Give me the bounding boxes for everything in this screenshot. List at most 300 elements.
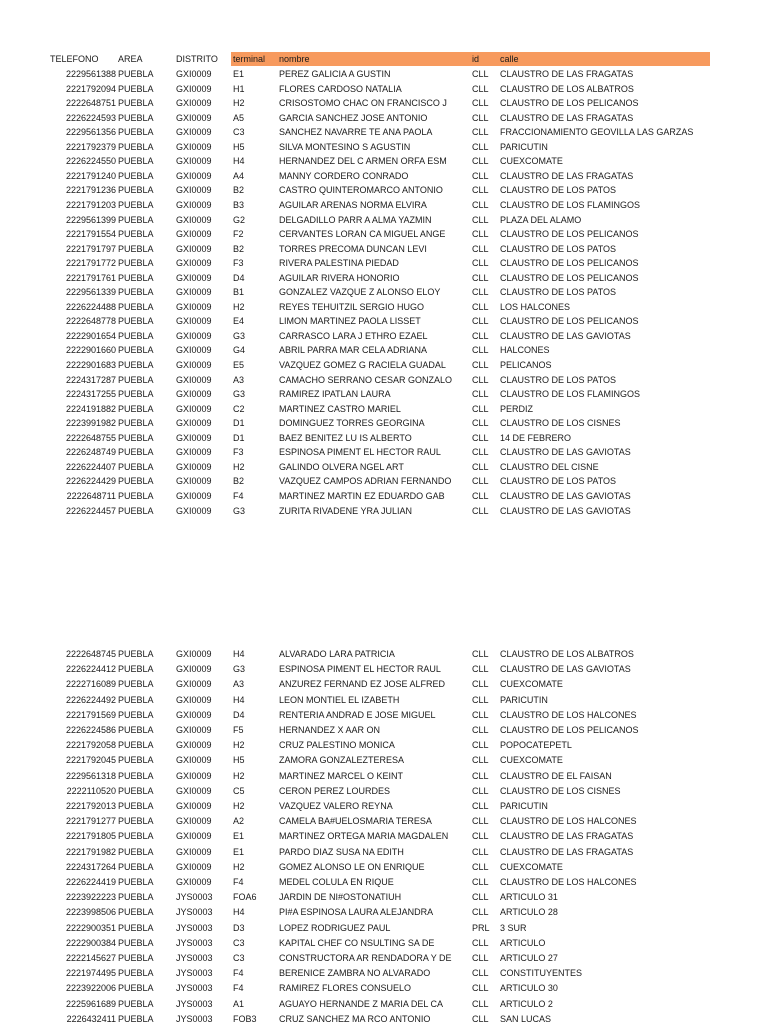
nombre-cell: CAMACHO SERRANO CESAR GONZALO [279,374,453,385]
distrito-cell: GXI0009 [176,801,212,811]
area-cell: PUEBLA [118,258,154,269]
id-cell: CLL [472,272,489,283]
area-cell: PUEBLA [118,694,154,705]
id-cell: CLL [472,816,489,827]
distrito-cell: GXI0009 [176,461,212,472]
nombre-cell: ZURITA RIVADENE YRA JULIAN [279,505,413,516]
calle-cell: CLAUSTRO DE LOS HALCONES [500,816,637,827]
nombre-cell: MARTINEZ ORTEGA MARIA MAGDALEN [279,831,449,842]
nombre-cell: LIMON MARTINEZ PAOLA LISSET [279,316,421,327]
nombre-cell: CAMELA BA#UELOSMARIA TERESA [279,816,432,827]
distrito-cell: JYS0003 [176,983,213,994]
table-row [0,183,768,197]
nombre-cell: CRUZ PALESTINO MONICA [279,740,395,751]
calle-cell: PARICUTIN [500,141,548,152]
area-cell: PUEBLA [118,907,154,918]
distrito-cell: GXI0009 [176,301,212,312]
id-cell: CLL [472,156,489,167]
table-row [0,693,768,707]
area-cell: PUEBLA [118,831,154,842]
terminal-cell: E1 [233,69,245,79]
id-cell: CLL [472,801,489,811]
area-cell: PUEBLA [118,229,154,240]
telefono-cell: 2226224419 [65,877,116,887]
id-cell: CLL [472,98,489,109]
telefono-cell: 2226224429 [65,476,116,487]
telefono-cell: 2226224550 [65,156,116,167]
nombre-cell: HERNANDEZ DEL C ARMEN ORFA ESM [279,156,447,167]
table-row [0,769,768,783]
calle-cell: ARTICULO 2 [500,998,553,1009]
nombre-cell: MARTINEZ MARTIN EZ EDUARDO GAB [279,490,445,501]
distrito-cell: GXI0009 [176,432,212,443]
terminal-cell: D4 [233,709,245,720]
table-row [0,82,768,96]
distrito-cell: JYS0003 [176,968,213,979]
distrito-cell: GXI0009 [176,69,212,79]
telefono-cell: 2222716089 [65,679,116,690]
area-cell: PUEBLA [118,937,154,948]
nombre-cell: ESPINOSA PIMENT EL HECTOR RAUL [279,447,441,458]
id-cell: CLL [472,892,489,903]
table-row [0,814,768,828]
distrito-cell: GXI0009 [176,316,212,327]
distrito-cell: GXI0009 [176,112,212,123]
terminal-cell: A2 [233,816,245,827]
telefono-cell: 2221791277 [65,816,116,827]
telefono-cell: 2226224457 [65,505,116,516]
area-cell: PUEBLA [118,272,154,283]
table-row [0,460,768,474]
id-cell: CLL [472,345,489,356]
table-row [0,358,768,372]
area-cell: PUEBLA [118,709,154,720]
distrito-cell: GXI0009 [176,770,212,781]
area-cell: PUEBLA [118,432,154,443]
id-cell: CLL [472,418,489,429]
calle-cell: CUEXCOMATE [500,861,563,872]
distrito-cell: GXI0009 [176,505,212,516]
terminal-cell: E1 [233,846,245,857]
calle-cell: CLAUSTRO DE LAS GAVIOTAS [500,490,631,501]
nombre-cell: MARTINEZ CASTRO MARIEL [279,403,401,414]
telefono-cell: 2226224488 [65,301,116,312]
calle-cell: CUEXCOMATE [500,679,563,690]
terminal-cell: H2 [233,461,245,472]
telefono-cell: 2222145627 [65,953,116,963]
telefono-cell: 2221791805 [65,831,116,842]
id-cell: CLL [472,476,489,487]
area-cell: PUEBLA [118,785,154,796]
nombre-cell: ANZUREZ FERNAND EZ JOSE ALFRED [279,679,446,690]
table-row [0,708,768,722]
distrito-cell: JYS0003 [176,1013,213,1024]
area-cell: PUEBLA [118,316,154,327]
terminal-cell: A1 [233,998,245,1009]
table-row [0,738,768,752]
terminal-cell: F3 [233,258,244,269]
id-cell: CLL [472,69,489,79]
area-cell: PUEBLA [118,983,154,994]
terminal-cell: A5 [233,112,245,123]
calle-cell: PELICANOS [500,360,552,370]
telefono-cell: 2223922223 [65,892,116,903]
calle-cell: PARICUTIN [500,694,548,705]
nombre-cell: RIVERA PALESTINA PIEDAD [279,258,399,269]
area-cell: PUEBLA [118,360,154,370]
terminal-cell: D1 [233,418,245,429]
calle-cell: CLAUSTRO DE LOS PATOS [500,185,617,196]
table-row [0,373,768,387]
distrito-cell: GXI0009 [176,98,212,109]
distrito-cell: GXI0009 [176,490,212,501]
nombre-cell: HERNANDEZ X AAR ON [279,725,381,735]
table-row [0,198,768,212]
table-row [0,677,768,691]
table-row [0,169,768,183]
calle-cell: ARTICULO [500,937,546,948]
area-cell: PUEBLA [118,770,154,781]
distrito-cell: GXI0009 [176,243,212,254]
terminal-cell: A4 [233,170,245,181]
id-cell: CLL [472,937,489,948]
calle-cell: CLAUSTRO DE LOS PELICANOS [500,98,639,109]
calle-cell: PLAZA DEL ALAMO [500,214,582,225]
area-cell: PUEBLA [118,98,154,109]
id-cell: CLL [472,649,489,659]
area-cell: PUEBLA [118,1013,154,1024]
nombre-cell: FLORES CARDOSO NATALIA [279,83,402,94]
telefono-cell: 2222901683 [65,360,116,370]
terminal-cell: H5 [233,141,245,152]
distrito-cell: GXI0009 [176,816,212,827]
terminal-cell: H2 [233,770,245,781]
id-cell: CLL [472,214,489,225]
nombre-cell: JARDIN DE NI#OSTONATIUH [279,892,402,903]
table-row [0,951,768,965]
id-cell: CLL [472,360,489,370]
area-cell: PUEBLA [118,490,154,501]
telefono-cell: 2229561388 [65,69,116,79]
calle-cell: CLAUSTRO DE LOS PATOS [500,243,617,254]
calle-cell: CLAUSTRO DE LOS PELICANOS [500,272,639,283]
calle-cell: CONSTITUYENTES [500,968,583,979]
terminal-cell: C3 [233,937,245,948]
terminal-cell: H2 [233,740,245,751]
nombre-cell: PARDO DIAZ SUSA NA EDITH [279,846,404,857]
id-cell: CLL [472,861,489,872]
telefono-cell: 2229561318 [65,770,116,781]
id-cell: CLL [472,389,489,400]
telefono-cell: 2221974495 [65,968,116,979]
id-cell: CLL [472,877,489,887]
telefono-cell: 2221792045 [65,755,116,766]
area-cell: PUEBLA [118,156,154,167]
telefono-cell: 2222648711 [66,490,116,501]
telefono-cell: 2229561339 [65,287,116,298]
telefono-cell: 2223991982 [65,418,116,429]
nombre-cell: RAMIREZ FLORES CONSUELO [279,983,412,994]
area-cell: PUEBLA [118,287,154,298]
terminal-cell: FOB3 [233,1013,257,1024]
calle-cell: SAN LUCAS [500,1013,552,1024]
terminal-cell: H2 [233,98,245,109]
distrito-cell: GXI0009 [176,389,212,400]
distrito-cell: GXI0009 [176,127,212,138]
telefono-cell: 2221791240 [65,170,116,181]
terminal-cell: H4 [233,907,245,918]
terminal-cell: C2 [233,403,245,414]
id-cell: CLL [472,141,489,152]
nombre-cell: DELGADILLO PARR A ALMA YAZMIN [279,214,432,225]
calle-cell: POPOCATEPETL [500,740,572,751]
table-row [0,845,768,859]
area-cell: PUEBLA [118,418,154,429]
nombre-cell: PEREZ GALICIA A GUSTIN [279,69,391,79]
id-cell: CLL [472,229,489,240]
calle-cell: 14 DE FEBRERO [500,432,572,443]
terminal-cell: B1 [233,287,245,298]
terminal-cell: G2 [233,214,246,225]
nombre-cell: ESPINOSA PIMENT EL HECTOR RAUL [279,664,441,675]
terminal-cell: D1 [233,432,245,443]
area-cell: PUEBLA [118,861,154,872]
telefono-cell: 2222648745 [65,649,116,659]
id-cell: CLL [472,679,489,690]
telefono-cell: 2226224407 [65,461,116,472]
nombre-cell: CASTRO QUINTEROMARCO ANTONIO [279,185,443,196]
area-cell: PUEBLA [118,83,154,94]
telefono-cell: 2222110520 [66,785,116,796]
area-cell: PUEBLA [118,461,154,472]
table-row [0,140,768,154]
id-cell: CLL [472,432,489,443]
table-row [0,997,768,1011]
distrito-cell: GXI0009 [176,846,212,857]
calle-cell: FRACCIONAMIENTO GEOVILLA LAS GARZAS [500,127,694,138]
header-distrito: DISTRITO [176,54,218,64]
id-cell: CLL [472,953,489,963]
terminal-cell: B2 [233,243,245,254]
distrito-cell: GXI0009 [176,229,212,240]
terminal-cell: G3 [233,330,246,341]
telefono-cell: 2224191882 [65,403,116,414]
table-row [0,489,768,503]
distrito-cell: GXI0009 [176,170,212,181]
id-cell: CLL [472,447,489,458]
calle-cell: ARTICULO 27 [500,953,558,963]
calle-cell: CLAUSTRO DE LAS GAVIOTAS [500,664,631,675]
nombre-cell: CERVANTES LORAN CA MIGUEL ANGE [279,229,446,240]
distrito-cell: GXI0009 [176,709,212,720]
distrito-cell: GXI0009 [176,740,212,751]
telefono-cell: 2226224593 [65,112,116,123]
table-row [0,860,768,874]
distrito-cell: JYS0003 [176,892,213,903]
terminal-cell: G3 [233,389,246,400]
area-cell: PUEBLA [118,476,154,487]
terminal-cell: C3 [233,953,245,963]
calle-cell: CLAUSTRO DE LOS PELICANOS [500,229,639,240]
table-row [0,285,768,299]
nombre-cell: KAPITAL CHEF CO NSULTING SA DE [279,937,435,948]
distrito-cell: JYS0003 [176,937,213,948]
table-row [0,416,768,430]
table-row [0,67,768,81]
nombre-cell: VAZQUEZ GOMEZ G RACIELA GUADAL [279,360,446,370]
calle-cell: CLAUSTRO DEL CISNE [500,461,599,472]
telefono-cell: 2222648755 [65,432,116,443]
telefono-cell: 2221791203 [65,199,116,210]
telefono-cell: 2222900351 [65,922,116,933]
id-cell: CLL [472,709,489,720]
table-row [0,111,768,125]
table-row [0,445,768,459]
terminal-cell: B2 [233,185,245,196]
id-cell: CLL [472,301,489,312]
distrito-cell: GXI0009 [176,877,212,887]
distrito-cell: GXI0009 [176,785,212,796]
nombre-cell: RENTERIA ANDRAD E JOSE MIGUEL [279,709,436,720]
telefono-cell: 2221792013 [65,801,116,811]
calle-cell: CUEXCOMATE [500,755,563,766]
id-cell: CLL [472,403,489,414]
terminal-cell: C5 [233,785,245,796]
id-cell: CLL [472,785,489,796]
distrito-cell: GXI0009 [176,214,212,225]
distrito-cell: GXI0009 [176,199,212,210]
area-cell: PUEBLA [118,199,154,210]
terminal-cell: F4 [233,983,244,994]
terminal-cell: A3 [233,679,245,690]
area-cell: PUEBLA [118,447,154,458]
id-cell: CLL [472,740,489,751]
area-cell: PUEBLA [118,374,154,385]
terminal-cell: FOA6 [233,892,257,903]
area-cell: PUEBLA [118,740,154,751]
calle-cell: CLAUSTRO DE EL FAISAN [500,770,612,781]
area-cell: PUEBLA [118,998,154,1009]
nombre-cell: VAZQUEZ VALERO REYNA [279,801,393,811]
id-cell: CLL [472,998,489,1009]
terminal-cell: D3 [233,922,245,933]
telefono-cell: 2221791982 [65,846,116,857]
table-row [0,981,768,995]
area-cell: PUEBLA [118,185,154,196]
table-row [0,921,768,935]
terminal-cell: B2 [233,476,245,487]
calle-cell: HALCONES [500,345,550,356]
distrito-cell: JYS0003 [176,922,213,933]
table-row [0,753,768,767]
telefono-cell: 2223998506 [65,907,116,918]
header-telefono: TELEFONO [50,54,99,64]
calle-cell: LOS HALCONES [500,301,571,312]
terminal-cell: F4 [233,968,244,979]
area-cell: PUEBLA [118,127,154,138]
calle-cell: CLAUSTRO DE LAS FRAGATAS [500,170,634,181]
area-cell: PUEBLA [118,725,154,735]
table-row [0,890,768,904]
area-cell: PUEBLA [118,403,154,414]
calle-cell: CLAUSTRO DE LAS GAVIOTAS [500,505,631,516]
header-row [0,52,768,66]
telefono-cell: 2226224492 [65,694,116,705]
distrito-cell: GXI0009 [176,374,212,385]
distrito-cell: GXI0009 [176,258,212,269]
calle-cell: CLAUSTRO DE LOS ALBATROS [500,83,634,94]
nombre-cell: RAMIREZ IPATLAN LAURA [279,389,391,400]
terminal-cell: G4 [233,345,246,356]
calle-cell: CLAUSTRO DE LOS PELICANOS [500,258,639,269]
calle-cell: CLAUSTRO DE LOS CISNES [500,785,621,796]
id-cell: CLL [472,505,489,516]
table-row [0,936,768,950]
area-cell: PUEBLA [118,755,154,766]
telefono-cell: 2221791236 [65,185,116,196]
table-row [0,154,768,168]
telefono-cell: 2224317255 [65,389,116,400]
calle-cell: CLAUSTRO DE LAS FRAGATAS [500,846,634,857]
telefono-cell: 2226432411 [66,1013,116,1024]
distrito-cell: JYS0003 [176,998,213,1009]
terminal-cell: A3 [233,374,245,385]
header-area: AREA [118,54,143,64]
id-cell: CLL [472,243,489,254]
area-cell: PUEBLA [118,664,154,675]
calle-cell: ARTICULO 30 [500,983,558,994]
calle-cell: CLAUSTRO DE LOS CISNES [500,418,621,429]
area-cell: PUEBLA [118,953,154,963]
area-cell: PUEBLA [118,968,154,979]
terminal-cell: H4 [233,156,245,167]
telefono-cell: 2221792094 [65,83,116,94]
telefono-cell: 2226248749 [65,447,116,458]
nombre-cell: AGUILAR ARENAS NORMA ELVIRA [279,199,427,210]
distrito-cell: GXI0009 [176,831,212,842]
telefono-cell: 2221792379 [65,141,116,152]
id-cell: CLL [472,185,489,196]
area-cell: PUEBLA [118,846,154,857]
table-row [0,723,768,737]
id-cell: CLL [472,83,489,94]
id-cell: CLL [472,770,489,781]
area-cell: PUEBLA [118,801,154,811]
id-cell: CLL [472,907,489,918]
terminal-cell: H4 [233,694,245,705]
id-cell: CLL [472,461,489,472]
id-cell: CLL [472,846,489,857]
distrito-cell: GXI0009 [176,725,212,735]
id-cell: CLL [472,112,489,123]
table-row [0,799,768,813]
distrito-cell: JYS0003 [176,907,213,918]
telefono-cell: 2229561356 [65,127,116,138]
id-cell: CLL [472,968,489,979]
telefono-cell: 2222648751 [65,98,116,109]
terminal-cell: B3 [233,199,245,210]
id-cell: CLL [472,316,489,327]
area-cell: PUEBLA [118,345,154,356]
table-row [0,504,768,518]
area-cell: PUEBLA [118,301,154,312]
nombre-cell: ALVARADO LARA PATRICIA [279,649,395,659]
nombre-cell: MARTINEZ MARCEL O KEINT [279,770,404,781]
terminal-cell: H1 [233,83,245,94]
id-cell: CLL [472,374,489,385]
id-cell: CLL [472,1013,489,1024]
nombre-cell: ABRIL PARRA MAR CELA ADRIANA [279,345,428,356]
